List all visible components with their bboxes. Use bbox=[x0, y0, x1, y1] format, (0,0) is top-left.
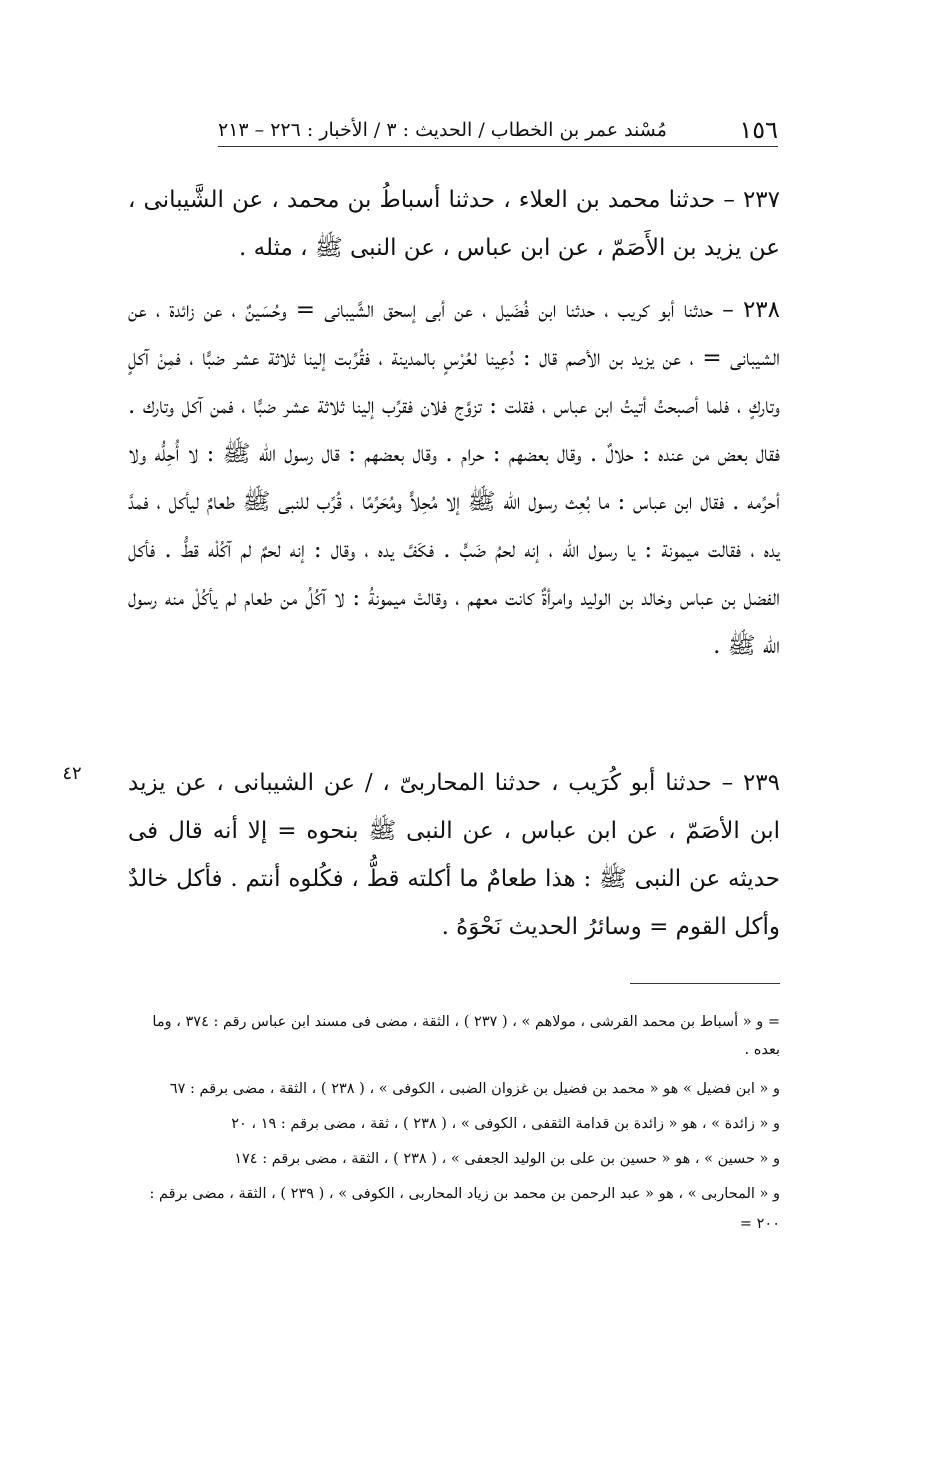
footnote-husayn: و « حسين » ، هو « حسين بن على بن الوليد الجعفى » ، ( ٢٣٨ ) ، الثقة ، مضى برقم : ١٧٤ bbox=[234, 1151, 780, 1167]
footnote-asbat: = و « أسباط بن محمد القرشى ، مولاهم » ، ( ٢٣٧ ) ، الثقة ، مضى فى مسند ابن عباس رقم : ٣٧٤ ، وما بعده . bbox=[152, 1014, 780, 1058]
footnote-separator bbox=[630, 983, 780, 984]
hadith-238: ٢٣٨ – حدثنا أبو كريب ، حدثنا ابن فُضَيل ، عن أبى إسحق الشَّيبانى = وحُسَينٌ ، عن زائدة ، عن الشيبانى = ، عن يزيد بن الأصم قال : دُعِينا لعُرْسٍ بالمدينة ، فقُرِّبت إلينا ثلاثة عشر ضبًّا ، فمِنْ آكلٍ وتاركٍ ، فلما أصبحتُ أتيتُ ابن عباس ، فقلت : تزوَّج فلان فقرِّب إلينا ثلاثة عشر ضبًّا ، فمن آكل وتارك . فقال بعض من عنده : حلالٌ . وقال بعضهم : حرام . وقال بعضهم : قال رسول الله ﷺ : لا أُحِلُّه ولا أحرِّمه . فقال ابن عباس : ما بُعِث رسول الله ﷺ إلا مُحِلاًّ ومُحَرِّمًا ، قُرِّب للنبى ﷺ طعامٌ ليأكل ، فمدَّ يده ، فقالت ميمونة : يا رسول الله ، إنه لحمُ ضَبٍّ . فكَفَّ يده ، وقال : إنه لحمٌ لم آكُلْه قطُّ . فأكل الفضل بن عباس وخالد بن الوليد وامرأةٌ كانت معهم ، وقالتْ ميمونةُ : لا آكُلُ من طعام لم يأكُلْ منه رسول الله ﷺ . bbox=[128, 297, 780, 659]
footnote-zaida: و « زائدة » ، هو « زائدة بن قدامة الثقفى ، الكوفى » ، ( ٢٣٨ ) ، ثقة ، مضى برقم : ١٩ ، ٢٠ bbox=[231, 1116, 780, 1132]
hadith-239: ٢٣٩ – حدثنا أبو كُرَيب ، حدثنا المحاربىّ ، / عن الشيبانى ، عن يزيد ابن الأصَمّ ، عن ابن عباس ، عن النبى ﷺ بنحوه = إلا أنه قال فى حديثه عن النبى ﷺ : هذا طعامٌ ما أكلته قطُّ ، فكُلوه أنتم . فأكل خالدٌ وأكل القوم = وسائرُ الحديث نَحْوَهُ . bbox=[128, 770, 780, 940]
footnote-ibn-fudayl: و « ابن فضيل » هو « محمد بن فضيل بن غزوان الضبى ، الكوفى » ، ( ٢٣٨ ) ، الثقة ، مضى برقم : ٦٧ bbox=[169, 1081, 780, 1097]
hadith-237: ٢٣٧ – حدثنا محمد بن العلاء ، حدثنا أسباطُ بن محمد ، عن الشَّيبانى ، عن يزيد بن الأَصَمّ ، عن ابن عباس ، عن النبى ﷺ ، مثله . bbox=[128, 187, 780, 261]
page-header bbox=[218, 112, 778, 148]
header-rule bbox=[218, 146, 778, 147]
footnote-muharibi: و « المحاربى » ، هو « عبد الرحمن بن محمد بن زياد المحاربى ، الكوفى » ، ( ٢٣٩ ) ، الثقة ، مضى برقم : ٢٠٠ = bbox=[149, 1186, 780, 1232]
margin-page-marker: ٤٢ bbox=[62, 763, 82, 784]
page-number: ١٥٦ bbox=[739, 116, 778, 144]
running-title: مُسْند عمر بن الخطاب / الحديث : ٣ / الأخبار : ٢٢٦ – ٢١٣ bbox=[218, 119, 667, 141]
footnotes bbox=[128, 1008, 780, 1244]
